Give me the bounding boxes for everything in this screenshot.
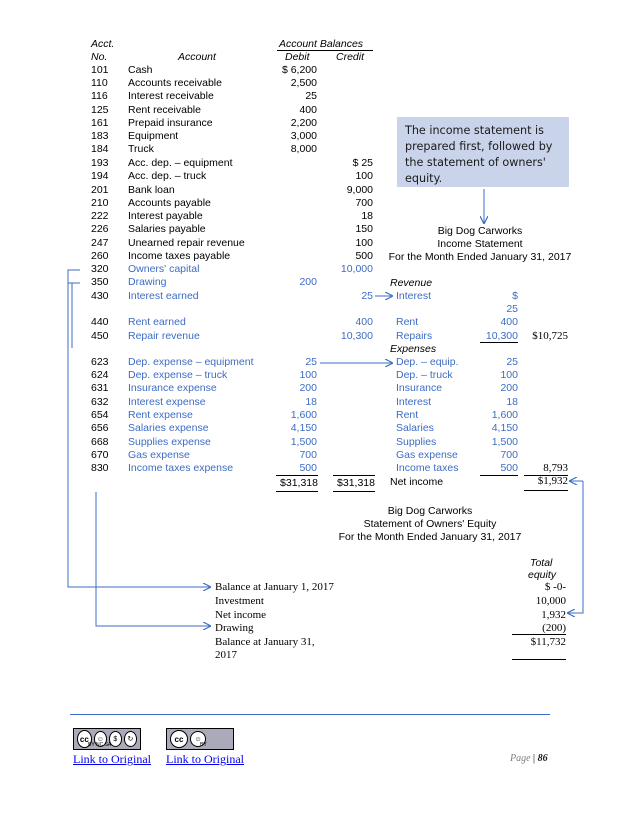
account-credit: 100 — [355, 237, 373, 249]
is-expense-name: Dep. – truck — [396, 369, 453, 381]
account-no: 440 — [91, 316, 109, 328]
is-revenue-name: Rent — [396, 316, 419, 328]
soe-col-head1: Total — [530, 557, 553, 569]
account-no: 670 — [91, 449, 109, 461]
account-credit: 400 — [355, 316, 373, 328]
account-no: 125 — [91, 104, 109, 116]
account-debit: 1,500 — [290, 436, 317, 448]
account-no: 656 — [91, 422, 109, 434]
soe-col-head2: equity — [528, 569, 557, 581]
account-debit: $ 6,200 — [281, 64, 317, 76]
soe-title: Statement of Owners' Equity — [363, 518, 497, 530]
account-no: 654 — [91, 409, 109, 421]
acct-header-line2: No. — [91, 51, 108, 63]
soe-row-value: $11,732 — [530, 636, 566, 648]
account-name: Insurance expense — [128, 382, 217, 394]
is-revenue-amount: $ — [512, 290, 518, 302]
is-revenue-total: $10,725 — [532, 330, 568, 342]
account-debit: 8,000 — [290, 143, 317, 155]
account-no: 116 — [91, 90, 108, 102]
is-expense-amount: 200 — [500, 382, 518, 394]
account-debit: 2,200 — [290, 117, 317, 129]
account-no: 210 — [91, 197, 109, 209]
account-credit: 18 — [361, 210, 373, 222]
account-name: Bank loan — [128, 184, 175, 196]
soe-row-label: Balance at January 1, 2017 — [215, 581, 334, 593]
cc-icon: cc — [77, 730, 92, 748]
account-name: Income taxes expense — [128, 462, 234, 474]
credit-total-double-rule — [333, 491, 375, 492]
is-expense-name: Gas expense — [396, 449, 458, 461]
account-debit: 700 — [299, 449, 317, 461]
is-company: Big Dog Carworks — [437, 225, 523, 237]
account-no: 184 — [91, 143, 109, 155]
debit-total-rule — [276, 475, 318, 476]
account-no: 430 — [91, 290, 109, 302]
account-no: 161 — [91, 117, 109, 129]
account-name: Interest payable — [128, 210, 203, 222]
account-credit: 10,000 — [340, 263, 373, 275]
account-credit: 25 — [361, 290, 373, 302]
account-no: 222 — [91, 210, 109, 222]
is-expense-amount: 18 — [506, 396, 518, 408]
callout-note: The income statement is prepared first, followed by the statement of owners' equity. — [397, 117, 569, 187]
is-title: Income Statement — [437, 238, 523, 250]
account-credit: $ 25 — [352, 157, 373, 169]
debit-total: $31,318 — [280, 477, 318, 489]
soe-row-label: Drawing — [215, 622, 254, 634]
link-to-original-2[interactable]: Link to Original — [166, 752, 244, 766]
account-name: Cash — [128, 64, 153, 76]
nc-icon: $ — [109, 731, 122, 747]
sa-icon: ↻ — [124, 731, 137, 747]
by-icon: ☺ — [190, 731, 206, 747]
account-no: 183 — [91, 130, 109, 142]
account-debit: 100 — [299, 369, 317, 381]
account-name: Interest receivable — [128, 90, 214, 102]
account-no: 320 — [91, 263, 109, 275]
soe-company: Big Dog Carworks — [387, 505, 473, 517]
is-revenue-rule — [480, 342, 518, 343]
account-debit: 500 — [299, 462, 317, 474]
soe-row-value: (200) — [542, 622, 566, 634]
account-header: Account — [178, 51, 216, 63]
acct-header-line1: Acct. — [91, 38, 115, 50]
account-no: 247 — [91, 237, 109, 249]
license2-text: BY — [200, 742, 207, 748]
footer-rule — [70, 714, 550, 715]
account-name: Accounts payable — [128, 197, 211, 209]
account-name: Unearned repair revenue — [128, 237, 245, 249]
account-credit: 10,300 — [340, 330, 373, 342]
account-debit: 25 — [305, 356, 317, 368]
is-revenue-amount: 400 — [500, 316, 518, 328]
link-to-original-1[interactable]: Link to Original — [73, 752, 151, 766]
account-credit: 100 — [355, 170, 373, 182]
is-expense-name: Dep. – equip. — [396, 356, 459, 368]
soe-period: For the Month Ended January 31, 2017 — [338, 531, 522, 543]
account-name: Owners' capital — [128, 263, 200, 275]
account-debit: 1,600 — [290, 409, 317, 421]
account-name: Rent receivable — [128, 104, 201, 116]
account-name: Prepaid insurance — [128, 117, 213, 129]
is-revenue-amount: 25 — [506, 303, 518, 315]
soe-row-value: $ -0- — [544, 581, 566, 593]
account-no: 623 — [91, 356, 109, 368]
account-no: 201 — [91, 184, 109, 196]
page-sep: | — [533, 753, 536, 764]
credit-total-rule — [333, 475, 375, 476]
is-expense-name: Supplies — [396, 436, 437, 448]
account-no: 194 — [91, 170, 109, 182]
soe-row-value: 10,000 — [535, 595, 566, 607]
soe-row-label: Investment — [215, 595, 264, 607]
is-expense-amount: 4,150 — [491, 422, 518, 434]
is-expense-amount: 700 — [500, 449, 518, 461]
license1-text: BY NC SA — [88, 742, 112, 748]
account-name: Repair revenue — [128, 330, 200, 342]
soe-row-label: Net income — [215, 609, 267, 621]
balances-header: Account Balances — [279, 38, 364, 50]
is-revenue-name: Interest — [396, 290, 432, 302]
debit-header: Debit — [285, 51, 310, 63]
account-no: 101 — [91, 64, 109, 76]
account-no: 631 — [91, 382, 109, 394]
account-name: Acc. dep. – truck — [128, 170, 207, 182]
account-name: Dep. expense – truck — [128, 369, 228, 381]
account-name: Drawing — [128, 276, 167, 288]
debit-total-double-rule — [276, 491, 318, 492]
account-name: Salaries payable — [128, 223, 206, 235]
is-net-income: $1,932 — [537, 475, 568, 487]
account-debit: 3,000 — [290, 130, 317, 142]
account-no: 450 — [91, 330, 109, 342]
drawing-bracket-top — [72, 283, 80, 348]
account-debit: 400 — [299, 104, 317, 116]
account-name: Interest expense — [128, 396, 206, 408]
account-name: Accounts receivable — [128, 77, 222, 89]
is-net-income-label: Net income — [390, 476, 444, 488]
is-revenue-name: Repairs — [396, 330, 433, 342]
account-name: Income taxes payable — [128, 250, 231, 262]
page-number: 86 — [537, 753, 548, 764]
is-expenses-total: 8,793 — [543, 462, 568, 474]
account-debit: 25 — [305, 90, 317, 102]
is-expenses-rule — [480, 475, 518, 476]
by-icon: ☺ — [94, 731, 107, 747]
account-debit: 2,500 — [290, 77, 317, 89]
account-name: Interest earned — [128, 290, 199, 302]
soe-row-label: Balance at January 31, — [215, 636, 315, 648]
is-expense-name: Income taxes — [396, 462, 459, 474]
credit-total: $31,318 — [337, 477, 375, 489]
page-footer — [510, 752, 548, 765]
is-expense-amount: 500 — [500, 462, 518, 474]
account-name: Dep. expense – equipment — [128, 356, 254, 368]
soe-row-value: 1,932 — [541, 609, 566, 621]
soe-row-label: 2017 — [215, 649, 237, 661]
is-expense-amount: 25 — [506, 356, 518, 368]
is-period: For the Month Ended January 31, 2017 — [388, 251, 572, 263]
is-expense-name: Insurance — [396, 382, 443, 394]
account-name: Rent earned — [128, 316, 186, 328]
account-credit: 700 — [355, 197, 373, 209]
account-credit: 9,000 — [346, 184, 373, 196]
account-debit: 18 — [305, 396, 317, 408]
is-net-income-double-rule — [524, 490, 568, 491]
account-debit: 200 — [299, 382, 317, 394]
account-no: 668 — [91, 436, 109, 448]
is-expense-amount: 1,600 — [491, 409, 518, 421]
account-name: Gas expense — [128, 449, 190, 461]
account-no: 632 — [91, 396, 109, 408]
account-debit: 4,150 — [290, 422, 317, 434]
soe-total-double-rule — [512, 659, 566, 660]
account-credit: 150 — [355, 223, 373, 235]
account-debit: 200 — [299, 276, 317, 288]
net-income-down-arrow — [568, 481, 583, 613]
account-name: Acc. dep. – equipment — [128, 157, 233, 169]
is-expenses-label: Expenses — [390, 343, 437, 355]
account-no: 193 — [91, 157, 109, 169]
soe-drawing-rule — [512, 634, 566, 635]
is-revenue-amount: 10,300 — [485, 330, 518, 342]
account-no: 110 — [91, 77, 108, 89]
account-no: 350 — [91, 276, 109, 288]
account-no: 624 — [91, 369, 109, 381]
account-no: 226 — [91, 223, 109, 235]
is-revenue-label: Revenue — [390, 277, 433, 289]
account-no: 830 — [91, 462, 109, 474]
credit-header: Credit — [336, 51, 365, 63]
account-name: Equipment — [128, 130, 179, 142]
is-expense-name: Rent — [396, 409, 419, 421]
is-expense-name: Interest — [396, 396, 432, 408]
account-name: Truck — [128, 143, 154, 155]
is-expense-amount: 100 — [500, 369, 518, 381]
cc-icon: cc — [170, 730, 188, 748]
is-expense-amount: 1,500 — [491, 436, 518, 448]
drawing-arrow — [96, 496, 210, 626]
account-no: 260 — [91, 250, 109, 262]
account-name: Supplies expense — [128, 436, 211, 448]
is-expense-name: Salaries — [396, 422, 434, 434]
account-name: Salaries expense — [128, 422, 209, 434]
account-name: Rent expense — [128, 409, 193, 421]
account-credit: 500 — [355, 250, 373, 262]
page-label: Page — [510, 753, 531, 764]
